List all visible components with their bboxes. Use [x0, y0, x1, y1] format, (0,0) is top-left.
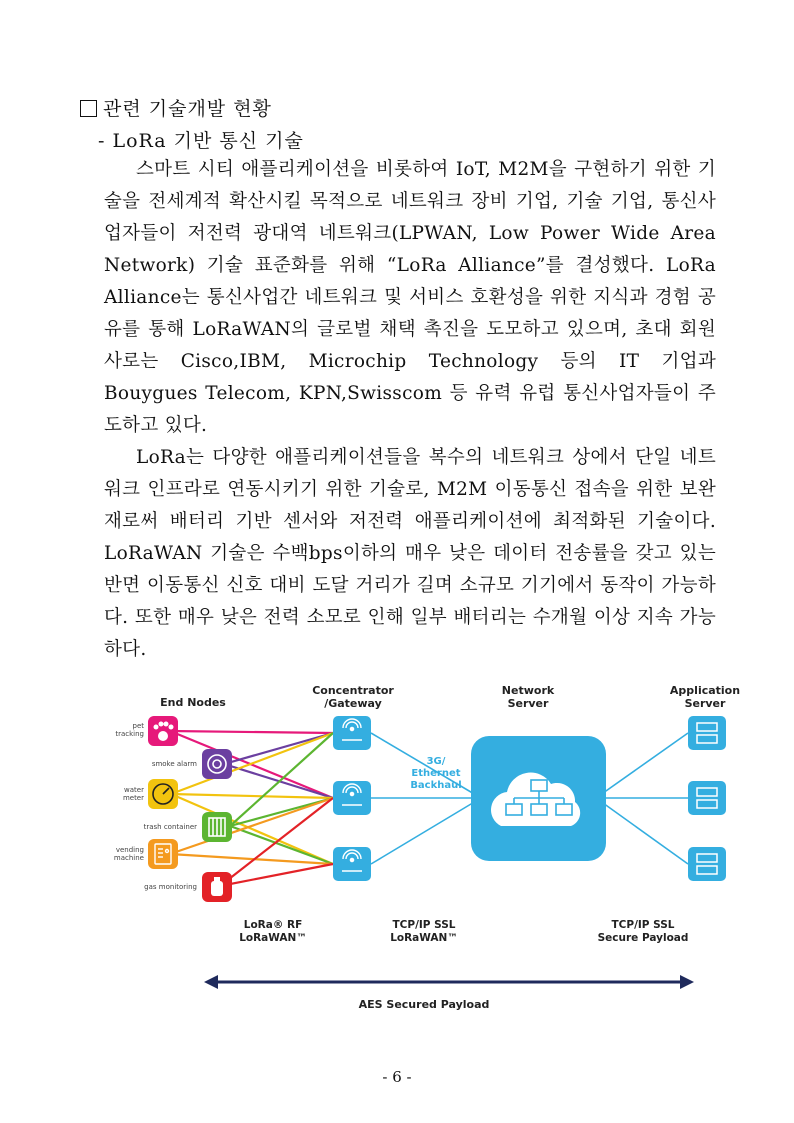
gateway-3 — [333, 847, 371, 881]
header-network-1: Network — [501, 684, 555, 697]
node-label: meter — [122, 794, 144, 802]
subsection-heading: - LoRa 기반 통신 기술 — [98, 130, 304, 152]
bottom-label-lorawan: LoRaWAN™ — [239, 932, 307, 944]
node-label: pet — [132, 722, 144, 730]
header-end-nodes: End Nodes — [160, 696, 226, 709]
node-label: trash container — [143, 823, 197, 831]
gateway-2 — [333, 781, 371, 815]
network-server-cloud — [471, 736, 606, 861]
paragraph-2: LoRa는 다양한 애플리케이션들을 복수의 네트워크 상에서 단일 네트워크 인프라로 연동시키기 위한 기술로, M2M 이동통신 접속을 위한 보완재로써 배터리 기반 센서와 저전력 애플리케이션에 최적화된 기술이다. LoRaWAN 기술은 수백bps이하의 매우 낮은 데이터 전송률을 갖고 있는 반면 이동통신 신호 대비 도달 거리가 길며 소규모 기기에서 동작이 가능하다. 또한 매우 낮은 전력 소모로 인해 일부 배터리는 수개월 이상 지속 가능하다. — [104, 447, 716, 660]
header-app-2: Server — [684, 697, 726, 710]
application-server-1 — [688, 716, 726, 750]
aes-label: AES Secured Payload — [358, 998, 490, 1011]
node-label: smoke alarm — [151, 760, 197, 768]
header-gateway-1: Concentrator — [312, 684, 394, 697]
checkbox-square-icon — [80, 100, 97, 117]
bottom-label-lorawan-2: LoRaWAN™ — [390, 932, 458, 944]
backhaul-label-2: Ethernet — [411, 768, 461, 779]
application-server-2 — [688, 781, 726, 815]
node-water-meter — [123, 779, 178, 809]
header-app-1: Application — [669, 684, 741, 697]
node-label: water — [124, 786, 144, 794]
header-gateway-2: /Gateway — [324, 697, 382, 710]
aes-double-arrow — [204, 975, 694, 989]
section-heading-text: 관련 기술개발 현황 — [103, 98, 272, 120]
node-vending-machine — [114, 839, 178, 869]
node-pet-tracking — [115, 716, 178, 746]
header-network-2: Server — [507, 697, 549, 710]
node-label: tracking — [115, 730, 144, 738]
application-server-3 — [688, 847, 726, 881]
bottom-label-secure-payload: Secure Payload — [597, 932, 689, 944]
lora-network-diagram — [96, 676, 746, 1026]
node-gas-monitoring — [144, 872, 232, 902]
node-label: vending — [115, 846, 144, 854]
gateway-1 — [333, 716, 371, 750]
node-smoke-alarm — [152, 749, 232, 779]
bottom-label-lora-rf: LoRa® RF — [243, 919, 303, 931]
node-trash-container — [144, 812, 232, 842]
bottom-label-tcpip-1: TCP/IP SSL — [392, 919, 456, 931]
section-heading — [80, 94, 272, 121]
bottom-label-tcpip-2: TCP/IP SSL — [611, 919, 675, 931]
node-label: gas monitoring — [144, 883, 197, 891]
paragraph-1: 스마트 시티 애플리케이션을 비롯하여 IoT, M2M을 구현하기 위한 기술을 전세계적 확산시킬 목적으로 네트워크 장비 기업, 기술 기업, 통신사업자들이 저전력 광대역 네트워크(LPWAN, Low Power Wide Area Network) 기술 표준화를 위해 “LoRa Alliance”를 결성했다. LoRa Alliance는 통신사업간 네트워크 및 서비스 호환성을 위한 지식과 경험 공유를 통해 LoRaWAN의 글로벌 채택 촉진을 도모하고 있으며, 초대 회원사로는 Cisco,IBM, Microchip Technology 등의 IT 기업과 Bouygues Telecom, KPN,Swisscom 등 유력 유럽 통신사업자들이 주도하고 있다. — [104, 159, 716, 436]
node-label: machine — [113, 854, 144, 862]
backhaul-label-1: 3G/ — [426, 756, 446, 767]
page-number: - 6 - — [382, 1068, 412, 1086]
backhaul-label-3: Backhaul — [410, 780, 462, 791]
